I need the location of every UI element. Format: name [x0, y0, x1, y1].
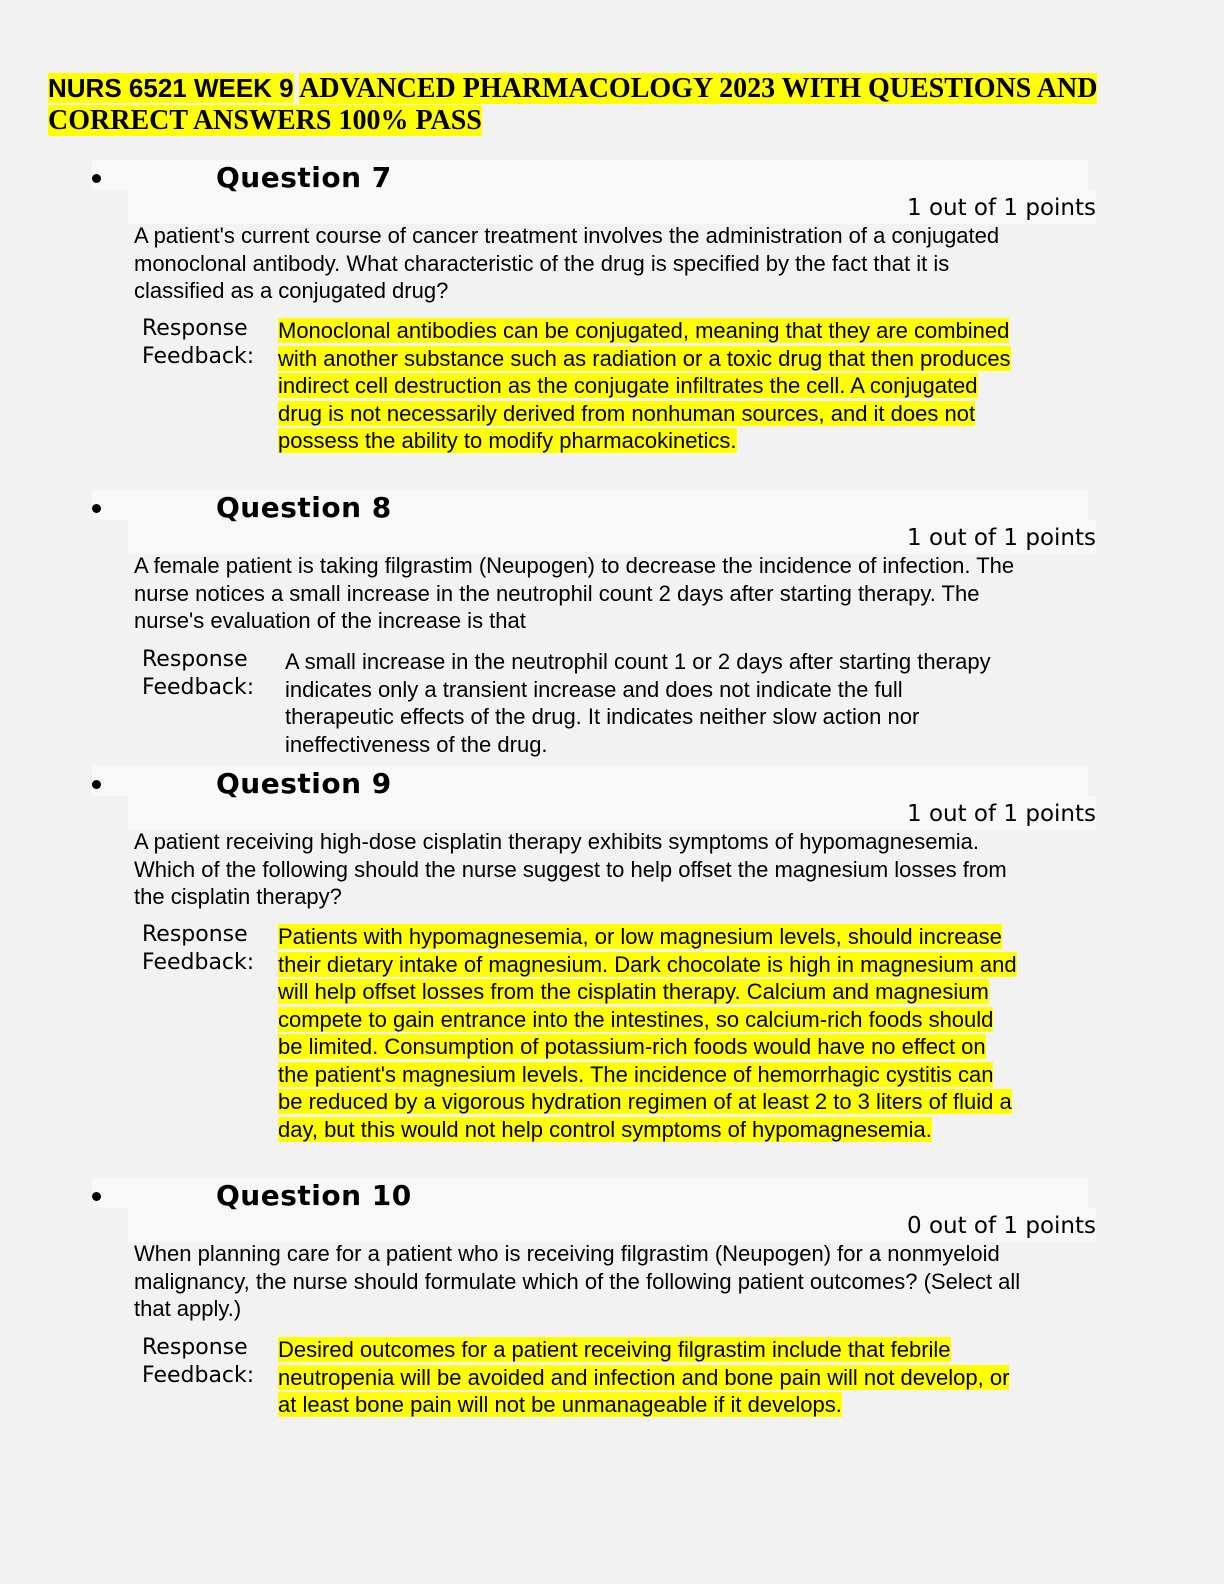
- question-text: A patient receiving high-dose cisplatin therapy exhibits symptoms of hypomagnesemia. Which of the following should the nurse suggest to help offset the magnesium losses from the cisplatin therapy?: [134, 829, 1007, 909]
- question-title: Question 7: [216, 161, 392, 194]
- response-feedback-label: Response Feedback:: [142, 316, 255, 369]
- response-feedback-text: A small increase in the neutrophil count 1 or 2 days after starting therapy indicates only a transient increase and does not indicate the full therapeutic effects of the drug. It indicates neither slow action nor ineffectiveness of the drug.: [285, 649, 991, 757]
- title-description: ADVANCED PHARMACOLOGY 2023 WITH QUESTIONS AND CORRECT ANSWERS 100% PASS: [48, 73, 1098, 136]
- bullet-icon: [92, 174, 101, 183]
- question-title: Question 10: [216, 1179, 412, 1212]
- question-title: Question 8: [216, 491, 392, 524]
- question-points: 1 out of 1 points: [907, 801, 1096, 827]
- response-feedback-text: Patients with hypomagnesemia, or low magnesium levels, should increase their dietary intake of magnesium. Dark chocolate is high in magnesium and will help offset losses from the cisplatin therapy. Calcium and magnesium compete to gain entrance into the intestines, so calcium-rich foods should be limited. Consumption of potassium-rich foods would have no effect on the patient's magnesium levels. The incidence of hemorrhagic cystitis can be reduced by a vigorous hydration regimen of at least 2 to 3 liters of fluid a day, but this would not help control symptoms of hypomagnesemia.: [278, 924, 1017, 1142]
- question-text: A female patient is taking filgrastim (Neupogen) to decrease the incidence of infection. The nurse notices a small increase in the neutrophil count 2 days after starting therapy. The nurse's evaluation of the increase is that: [134, 553, 1015, 633]
- question-title: Question 9: [216, 767, 392, 800]
- response-feedback-text: Desired outcomes for a patient receiving filgrastim include that febrile neutropenia will be avoided and infection and bone pain will not develop, or at least bone pain will not be unmanageable if it develops.: [278, 1337, 1010, 1417]
- question-points: 1 out of 1 points: [907, 525, 1096, 551]
- response-feedback-label: Response Feedback:: [142, 647, 255, 700]
- question-points: 1 out of 1 points: [907, 195, 1096, 221]
- bullet-icon: [92, 780, 101, 789]
- bullet-icon: [92, 1192, 101, 1201]
- question-text: A patient's current course of cancer treatment involves the administration of a conjugated monoclonal antibody. What characteristic of the drug is specified by the fact that it is classified as a conjugated drug?: [134, 223, 1000, 303]
- response-feedback-label: Response Feedback:: [142, 1335, 255, 1388]
- response-feedback-text: Monoclonal antibodies can be conjugated, meaning that they are combined with another substance such as radiation or a toxic drug that then produces indirect cell destruction as the conjugate infiltrates the cell. A conjugated drug is not necessarily derived from nonhuman sources, and it does not possess the ability to modify pharmacokinetics.: [278, 318, 1011, 453]
- question-text: When planning care for a patient who is receiving filgrastim (Neupogen) for a nonmyeloid malignancy, the nurse should formulate which of the following patient outcomes? (Select all that apply.): [134, 1241, 1021, 1321]
- bullet-icon: [92, 504, 101, 513]
- response-feedback-label: Response Feedback:: [142, 922, 255, 975]
- title-course-code: NURS 6521 WEEK 9: [48, 73, 294, 103]
- question-points: 0 out of 1 points: [907, 1213, 1096, 1239]
- document-title: [48, 72, 1158, 137]
